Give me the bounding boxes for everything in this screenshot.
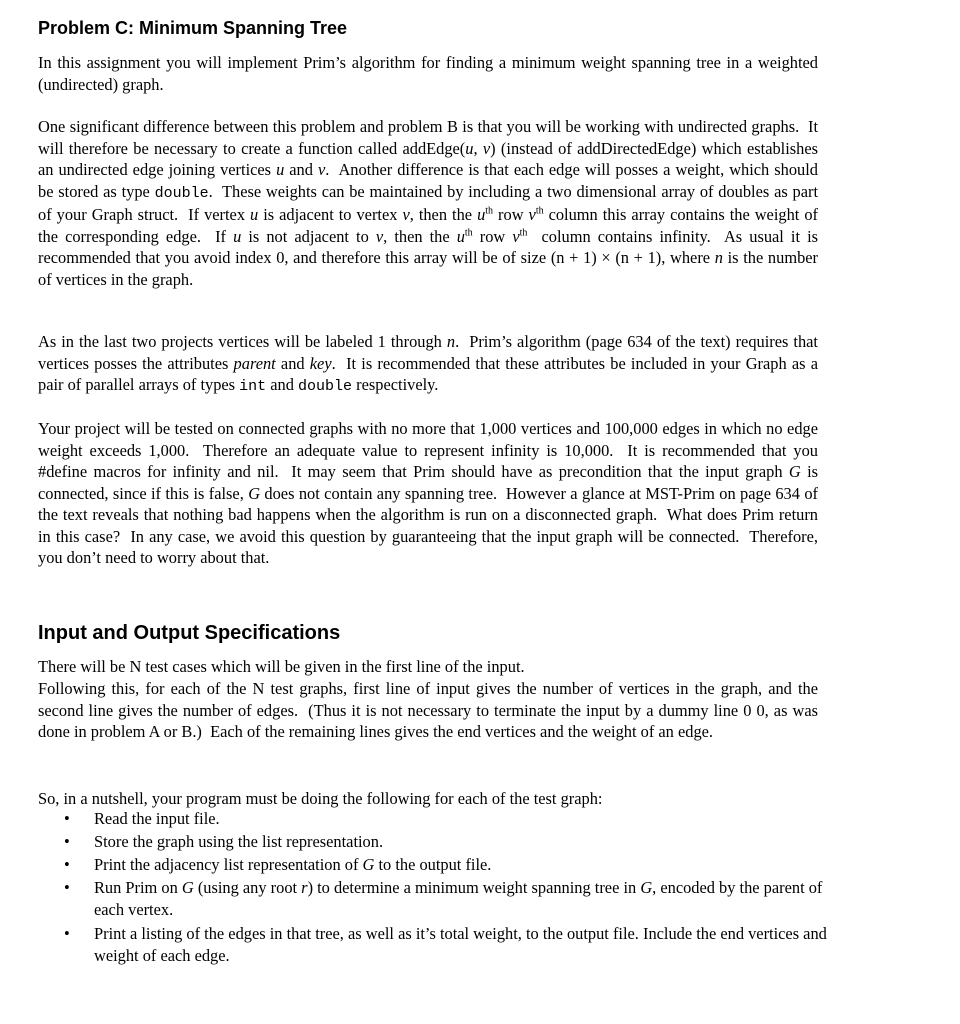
input-first-line: [38, 656, 818, 678]
attribute-name: key: [309, 353, 332, 373]
text-run: Print the adjacency list representation of: [94, 855, 363, 874]
text-run: , then the: [383, 226, 457, 246]
text-run: , where: [661, 248, 715, 267]
bullet: •: [64, 809, 70, 828]
text-run: Store the graph using the list representation.: [94, 832, 384, 851]
list-item: [60, 831, 830, 853]
nutshell-intro: [38, 788, 818, 810]
math-var: G: [640, 878, 653, 897]
text-run: is the number of vertices in the graph.: [38, 248, 823, 289]
superscript: th: [464, 227, 473, 239]
math-var: v: [317, 160, 326, 179]
text-run: is not adjacent to: [241, 226, 376, 246]
code-token: double: [154, 184, 209, 202]
task-list: [60, 808, 830, 968]
text-run: is adjacent to vertex: [258, 205, 403, 224]
code-token: double: [298, 378, 353, 395]
math-var: v: [528, 205, 536, 224]
text-run: There will be N test cases which will be given in the first line of the input.: [38, 657, 525, 676]
text-run: row: [472, 226, 513, 246]
math-var: G: [788, 462, 801, 481]
text-run: . It is recommended that these attributes be included in your Graph as a pair of parallel arrays of types: [38, 353, 823, 394]
superscript: th: [535, 205, 544, 217]
text-run: row: [493, 205, 529, 224]
list-item: [60, 923, 830, 966]
text-run: Read the input file.: [94, 809, 220, 828]
bullet: •: [64, 878, 70, 897]
list-item: [60, 854, 830, 876]
math-var: G: [181, 878, 194, 897]
attribute-name: parent: [233, 353, 276, 373]
list-item: [60, 808, 830, 830]
math-var: G: [248, 483, 261, 503]
text-run: and: [266, 375, 299, 394]
superscript: th: [485, 205, 494, 217]
text-run: and: [275, 353, 310, 373]
math-var: u: [276, 160, 285, 179]
math-var: r: [301, 878, 308, 897]
text-run: to the output file.: [374, 855, 492, 874]
intro-text: In this assignment you will implement Prim’s algorithm for finding a minimum weight spanning tree in a weighted (undirected) graph.: [38, 53, 823, 94]
math-var: u: [233, 226, 242, 246]
math-var: G: [362, 855, 375, 874]
text-run: Your project will be tested on connected graphs with no more that 1,000 vertices and 100,000 edges in which no edge weight exceeds 1,000. Therefore an adequate value to represent infinity is 10,000. It is recommended that you #define macros for infinity and nil. It may seem that Prim should have as precondition that the input graph: [38, 419, 823, 481]
text-run: and: [284, 160, 318, 179]
text-run: . Another difference is that each edge will posses a weight, which should be stored as type: [38, 160, 823, 201]
text-run: One significant difference between this problem and problem B is that you will be working with undirected graphs. It will therefore be necessary to create a function called addEdge(: [38, 117, 823, 158]
text-run: ,: [473, 138, 483, 158]
text-run: . Prim’s algorithm (page 634 of the text) requires that vertices posses the attributes: [38, 332, 823, 373]
intro-paragraph: [38, 52, 823, 95]
math-var: v: [375, 226, 384, 246]
text-run: ) to determine a minimum weight spanning tree in: [307, 878, 641, 897]
text-run: Print a listing of the edges in that tree, as well as it’s total weight, to the output file. Include the end vertices and weight of each edge.: [94, 924, 827, 965]
text-run: ) (instead of addDirectedEdge) which establishes an undirected edge joining vertices: [38, 138, 823, 179]
math-var: v: [512, 226, 520, 246]
input-format-paragraph: [38, 678, 823, 743]
text-run: is connected, since if this is false,: [38, 462, 823, 503]
text-run: . These weights can be maintained by including a two dimensional array of doubles as part of your Graph struct. If vertex: [38, 181, 823, 224]
math-var: u: [456, 226, 465, 246]
bullet: •: [64, 924, 70, 943]
code-token: int: [239, 378, 267, 395]
text-run: (using any root: [193, 878, 302, 897]
superscript: th: [519, 227, 528, 239]
list-item: [60, 877, 830, 920]
math-var: v: [402, 205, 410, 224]
section-heading: Input and Output Specifications: [38, 622, 341, 644]
text-run: So, in a nutshell, your program must be doing the following for each of the test graph:: [38, 789, 603, 808]
math-var: n: [714, 248, 723, 267]
edge-weights-paragraph: [38, 116, 823, 290]
math-var: v: [482, 138, 491, 158]
text-run: As in the last two projects vertices will be labeled 1 through: [38, 332, 447, 351]
math-var: n: [446, 332, 456, 351]
text-run: does not contain any spanning tree. However a glance at MST-Prim on page 634 of the text reveals that nothing bad happens when the algorithm is run on a disconnected graph. What does Prim return in this case? In any case, we avoid this question by guaranteeing that the input graph will be connected. Therefore, you don’t need to worry about that.: [38, 483, 823, 567]
math-var: u: [465, 138, 474, 158]
text-run: , encoded by the parent of each vertex.: [94, 878, 823, 919]
text-run: respectively.: [352, 375, 439, 394]
problem-heading: Problem C: Minimum Spanning Tree: [38, 18, 348, 38]
text-run: , then the: [409, 205, 478, 224]
math-var: u: [477, 205, 486, 224]
text-run: column this array contains the weight of the corresponding edge. If: [38, 205, 823, 246]
text-run: Run Prim on: [94, 878, 182, 897]
size-formula: (n + 1) × (n + 1): [550, 248, 662, 267]
bullet: •: [64, 855, 70, 874]
text-run: column contains infinity. As usual it is recommended that you avoid index 0, and therefore this array will be of size: [38, 226, 823, 267]
text-run: Following this, for each of the N test graphs, first line of input gives the number of vertices in the graph, and the second line gives the number of edges. (Thus it is not necessary to terminate the input by a dummy line 0 0, as was done in problem A or B.) Each of the remaining lines gives the end vertices and the weight of an edge.: [38, 679, 823, 741]
math-var: u: [250, 205, 259, 224]
testing-paragraph: [38, 418, 823, 569]
bullet: •: [64, 832, 70, 851]
prim-attributes-paragraph: [38, 331, 823, 398]
